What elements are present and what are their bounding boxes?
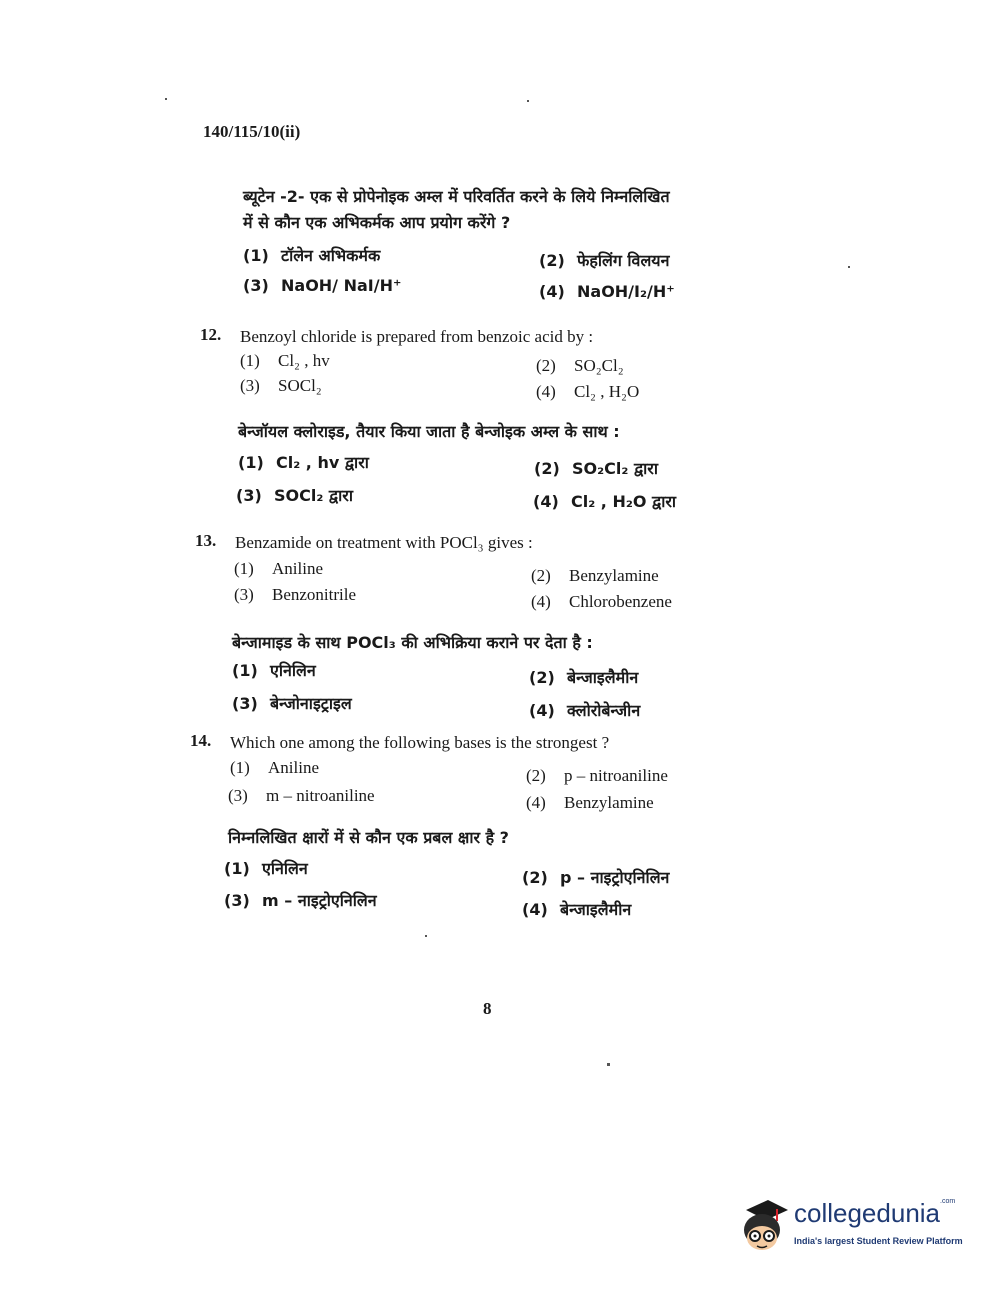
q13-number: 13. <box>195 531 217 550</box>
q14-hindi-option-1: (1) एनिलिन <box>224 859 308 878</box>
q14-option-3: (3) m – nitroaniline <box>228 786 375 805</box>
q11-hindi-line1: ब्यूटेन -2- एक से प्रोपेनोइक अम्ल में परिवर्तित करने के लिये निम्नलिखित <box>243 187 670 206</box>
q14-hindi-option-4: (4) बेन्जाइलैमीन <box>522 900 632 919</box>
scan-speck <box>848 266 850 268</box>
q12-question: Benzoyl chloride is prepared from benzoic acid by : <box>240 327 594 346</box>
q14-question: Which one among the following bases is the strongest ? <box>230 733 610 752</box>
paper-code: 140/115/10(ii) <box>203 122 301 141</box>
q14-hindi-question: निम्नलिखित क्षारों में से कौन एक प्रबल क्षार है ? <box>228 828 509 847</box>
scan-speck <box>607 1063 610 1066</box>
q11-hindi-option-3: (3) NaOH/ NaI/H⁺ <box>243 276 402 295</box>
logo-tagline: India's largest Student Review Platform <box>794 1236 963 1246</box>
q11-hindi-line2: में से कौन एक अभिकर्मक आप प्रयोग करेंगे ? <box>243 213 511 232</box>
logo-wordmark <box>794 1198 955 1229</box>
q14-hindi-option-2: (2) p – नाइट्रोएनिलिन <box>522 868 670 887</box>
q13-option-2: (2) Benzylamine <box>531 566 659 585</box>
q13-option-1: (1) Aniline <box>234 559 323 578</box>
scan-speck <box>165 98 167 100</box>
q14-option-1: (1) Aniline <box>230 758 319 777</box>
q13-hindi-option-2: (2) बेन्जाइलैमीन <box>529 668 639 687</box>
scan-speck <box>527 100 529 102</box>
q12-number: 12. <box>200 325 222 344</box>
q13-hindi-option-1: (1) एनिलिन <box>232 661 316 680</box>
q13-option-4: (4) Chlorobenzene <box>531 592 672 611</box>
q13-hindi-option-3: (3) बेन्जोनाइट्राइल <box>232 694 352 713</box>
q12-hindi-option-3: (3) SOCl₂ द्वारा <box>236 486 353 505</box>
q12-hindi-question: बेन्जॉयल क्लोराइड, तैयार किया जाता है बेन्जोइक अम्ल के साथ : <box>238 422 620 441</box>
page-number: 8 <box>483 999 492 1018</box>
q14-option-4: (4) Benzylamine <box>526 793 654 812</box>
q12-hindi-option-4: (4) Cl₂ , H₂O द्वारा <box>533 492 677 511</box>
q12-option-3: (3) SOCl₂ <box>240 376 322 395</box>
q12-hindi-option-2: (2) SO₂Cl₂ द्वारा <box>534 459 658 478</box>
q11-hindi-option-4: (4) NaOH/I₂/H⁺ <box>539 282 675 301</box>
scan-speck <box>425 935 427 937</box>
q11-hindi-option-2: (2) फेहलिंग विलयन <box>539 251 670 270</box>
q12-option-4: (4) Cl₂ , H₂O <box>536 382 640 401</box>
q14-hindi-option-3: (3) m – नाइट्रोएनिलिन <box>224 891 377 910</box>
q13-hindi-question: बेन्जामाइड के साथ POCl₃ की अभिक्रिया कराने पर देता है : <box>232 633 593 652</box>
q12-option-2: (2) SO₂Cl₂ <box>536 356 624 375</box>
q13-option-3: (3) Benzonitrile <box>234 585 357 604</box>
collegedunia-logo <box>738 1196 963 1258</box>
q11-hindi-option-1: (1) टॉलेन अभिकर्मक <box>243 246 381 265</box>
q12-option-1: (1) Cl₂ , hv <box>240 351 330 370</box>
logo-suffix: .com <box>940 1198 956 1205</box>
mascot-icon <box>738 1196 790 1254</box>
logo-name: collegedunia <box>794 1198 941 1228</box>
q13-question: Benzamide on treatment with POCl₃ gives : <box>235 533 533 552</box>
q13-hindi-option-4: (4) क्लोरोबेन्जीन <box>529 701 641 720</box>
q14-number: 14. <box>190 731 212 750</box>
q14-option-2: (2) p – nitroaniline <box>526 766 668 785</box>
q12-hindi-option-1: (1) Cl₂ , hv द्वारा <box>238 453 369 472</box>
